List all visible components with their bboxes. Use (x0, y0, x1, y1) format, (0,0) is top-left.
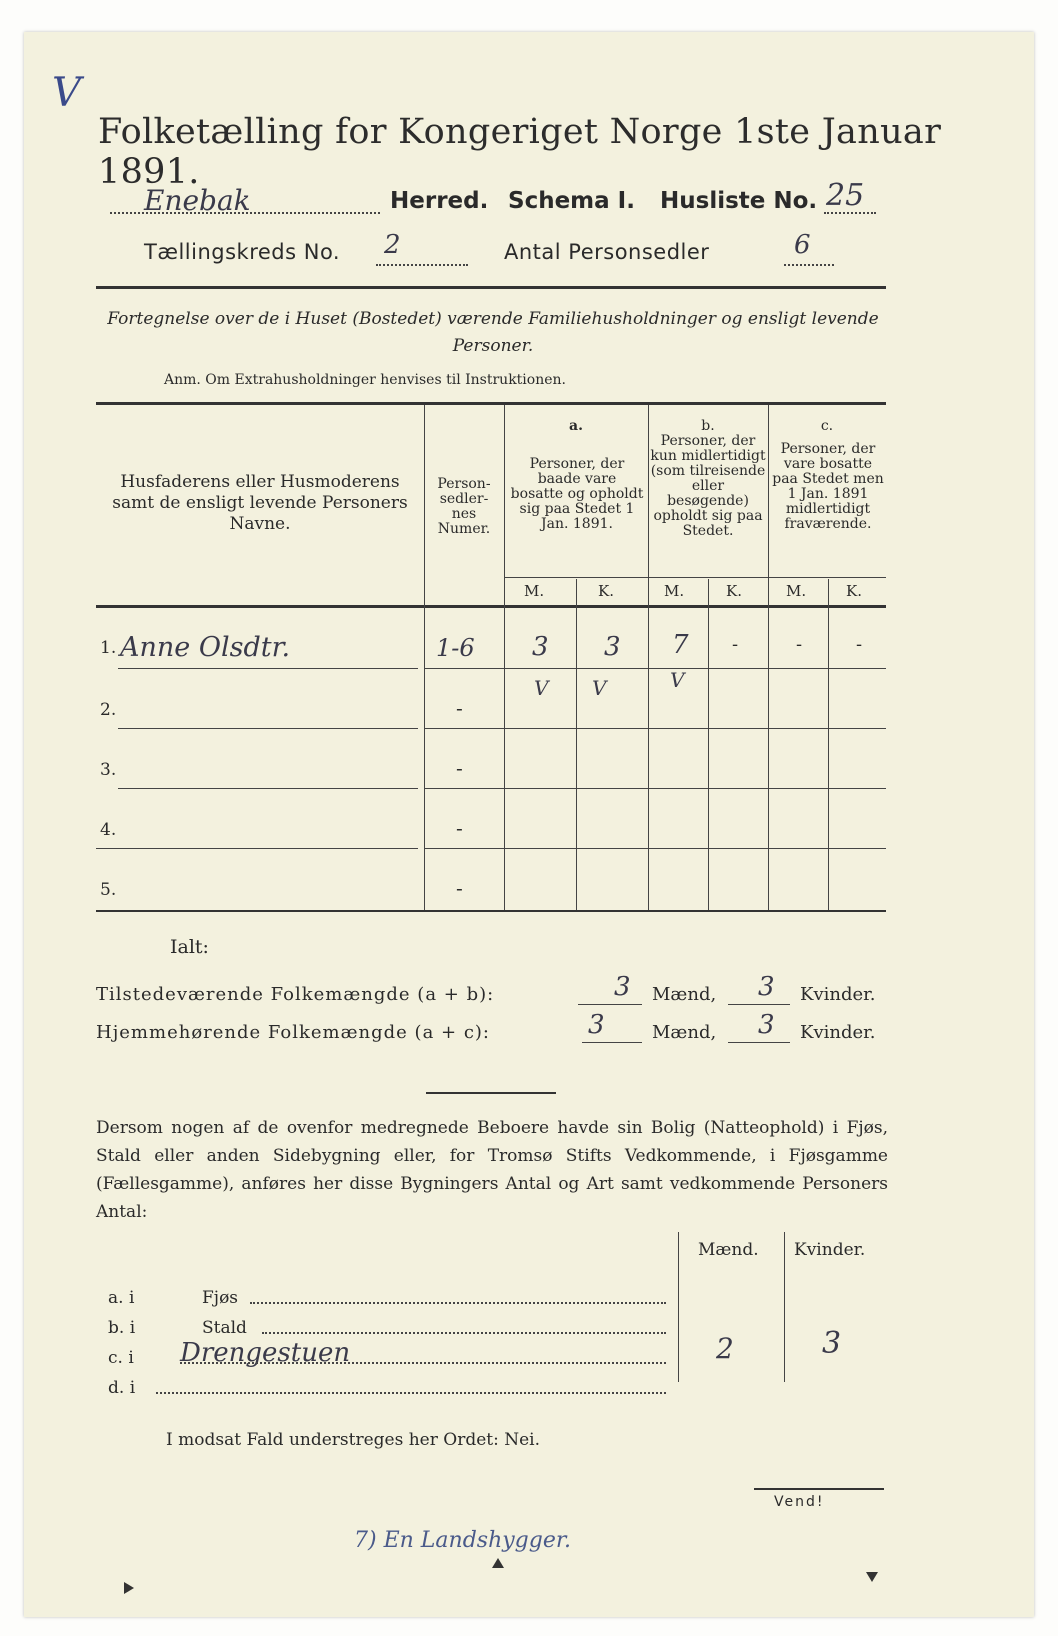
table-bottom-rule (96, 910, 886, 912)
building-label: Stald (202, 1318, 247, 1338)
row-num: 1. (100, 638, 117, 658)
building-dotline (156, 1392, 666, 1394)
husliste-label: Husliste No. (660, 188, 818, 214)
hjemme-label: Hjemmehørende Folkemængde (a + c): (96, 1022, 490, 1043)
row-line-2b (424, 728, 886, 729)
vend-rule (754, 1488, 884, 1490)
census-sheet (24, 32, 1034, 1617)
row-line-4 (96, 848, 418, 849)
tilstede-kvinder: Kvinder. (800, 984, 876, 1005)
col-header-names: Husfaderens eller Husmoderens samt de ensligt levende Personers Navne. (112, 472, 408, 534)
row-numer: - (456, 696, 463, 720)
row-line-1b (424, 668, 886, 669)
a-k-label: K. (598, 582, 614, 600)
row-line-3b (424, 788, 886, 789)
col-a-text: Personer, der baade vare bosatte og opholdt sig paa Stedet 1 Jan. 1891. (510, 456, 644, 532)
row-num: 2. (100, 700, 117, 720)
tilstede-m-line (578, 1004, 642, 1005)
col-sep-a (576, 579, 577, 910)
corner-mark-center (492, 1558, 504, 1568)
col-b-text: Personer, der kun midlertidigt (som tilreisende eller besøgende) opholdt sig paa Stedet. (650, 433, 766, 539)
row-b-m: V (670, 668, 685, 692)
building-letter: b. i (108, 1318, 136, 1338)
antal-value: 6 (794, 230, 811, 260)
c-k-label: K. (846, 582, 862, 600)
margin-check-mark: V (52, 70, 81, 116)
tilstede-label: Tilstedeværende Folkemængde (a + b): (96, 984, 495, 1005)
building-letter: c. i (108, 1348, 134, 1368)
buildings-maend-header: Mænd. (698, 1240, 759, 1260)
building-dotline (262, 1332, 666, 1334)
b-k-label: K. (726, 582, 742, 600)
hjemme-k-line (728, 1042, 790, 1043)
buildings-kvinder-header: Kvinder. (794, 1240, 866, 1260)
row-a-k: V (592, 676, 607, 700)
row-line-3 (118, 788, 418, 789)
vend-label: Vend! (774, 1494, 825, 1510)
header-rule (96, 286, 886, 289)
building-label: Fjøs (202, 1288, 239, 1308)
taellingskreds-label: Tællingskreds No. (144, 240, 341, 264)
row-num: 4. (100, 820, 117, 840)
bottom-handwritten-note: 7) En Landshygger. (354, 1528, 571, 1553)
row-line-4b (424, 848, 886, 849)
husliste-value: 25 (826, 178, 865, 213)
tilstede-k-line (728, 1004, 790, 1005)
hjemme-k-value: 3 (758, 1010, 775, 1040)
col-sep-2 (504, 405, 505, 910)
row-b-k: - (732, 634, 739, 655)
form-title: Folketælling for Kongeriget Norge 1ste Januar 1891. (98, 112, 942, 192)
husliste-dotline (824, 212, 876, 214)
hjemme-maend: Mænd, (652, 1022, 717, 1043)
antal-label: Antal Personsedler (504, 240, 710, 264)
row-num: 5. (100, 880, 117, 900)
corner-mark-left (124, 1582, 134, 1594)
col-b-letter: b. (701, 418, 715, 434)
ialt-label: Ialt: (170, 936, 209, 958)
taellingskreds-dotline (376, 264, 468, 266)
col-sep-b (708, 579, 709, 910)
row-name: Anne Olsdtr. (120, 632, 291, 663)
schema-label: Schema I. (508, 188, 635, 214)
col-sep-4 (768, 405, 769, 910)
col-a-letter: a. (569, 418, 583, 434)
building-dotline (180, 1362, 666, 1364)
hjemme-m-value: 3 (588, 1010, 605, 1040)
building-maend-value: 2 (716, 1332, 734, 1365)
sidebygning-paragraph: Dersom nogen af de ovenfor medregnede Beboere havde sin Bolig (Natteophold) i Fjøs, Stald eller anden Sidebygning eller, for Tromsø Stifts Vedkommende, i Fjøsgamme (Fællesgamme), anføres her disse Bygningers Antal og Art samt vedkommende Personers Antal: (96, 1118, 888, 1222)
row-numer: 1-6 (436, 634, 475, 662)
col-sep-3 (648, 405, 649, 910)
row-num: 3. (100, 760, 117, 780)
herred-value: Enebak (144, 184, 251, 217)
col-c-text: Personer, der vare bosatte paa Stedet men 1 Jan. 1891 midlertidigt fraværende. (772, 441, 884, 532)
row-line-2 (118, 728, 418, 729)
building-letter: d. i (108, 1378, 136, 1398)
buildings-sep-1 (678, 1232, 679, 1382)
col-c-letter: c. (820, 418, 834, 434)
building-dotline (250, 1302, 666, 1304)
row-c-m: - (796, 634, 803, 655)
building-kvinder-value: 3 (822, 1326, 842, 1361)
col-sep-c (828, 579, 829, 910)
tilstede-k-value: 3 (758, 972, 775, 1002)
row-numer: - (456, 816, 463, 840)
c-m-label: M. (786, 582, 807, 600)
footer-note: I modsat Fald understreges her Ordet: Nei. (166, 1430, 541, 1450)
corner-mark-right (866, 1572, 878, 1582)
row-numer: - (456, 756, 463, 780)
tilstede-m-value: 3 (614, 972, 631, 1002)
row-a-k: 3 (604, 632, 621, 662)
row-c-k: - (856, 634, 863, 655)
hjemme-kvinder: Kvinder. (800, 1022, 876, 1043)
row-b-m: 7 (672, 630, 689, 660)
separator-rule (426, 1092, 556, 1094)
col-sep-1 (424, 405, 425, 910)
antal-dotline (784, 264, 834, 266)
hjemme-m-line (582, 1042, 642, 1043)
b-m-label: M. (664, 582, 685, 600)
row-a-m: V (534, 676, 549, 700)
mk-header-line (504, 577, 886, 578)
building-label: Drengestuen (180, 1338, 351, 1368)
taellingskreds-value: 2 (384, 230, 401, 260)
a-m-label: M. (524, 582, 545, 600)
row-a-m: 3 (532, 632, 549, 662)
buildings-sep-2 (784, 1232, 785, 1382)
col-header-numer: Person-sedler-nes Numer. (437, 476, 491, 537)
herred-label: Herred. (390, 188, 489, 214)
tilstede-maend: Mænd, (652, 984, 717, 1005)
row-line-1 (118, 668, 418, 669)
anm-note: Anm. Om Extrahusholdninger henvises til Instruktionen. (164, 372, 566, 388)
row-numer: - (456, 876, 463, 900)
building-letter: a. i (108, 1288, 135, 1308)
intro-text: Fortegnelse over de i Huset (Bostedet) værende Familiehusholdninger og ensligt levende Personer. (107, 309, 879, 356)
